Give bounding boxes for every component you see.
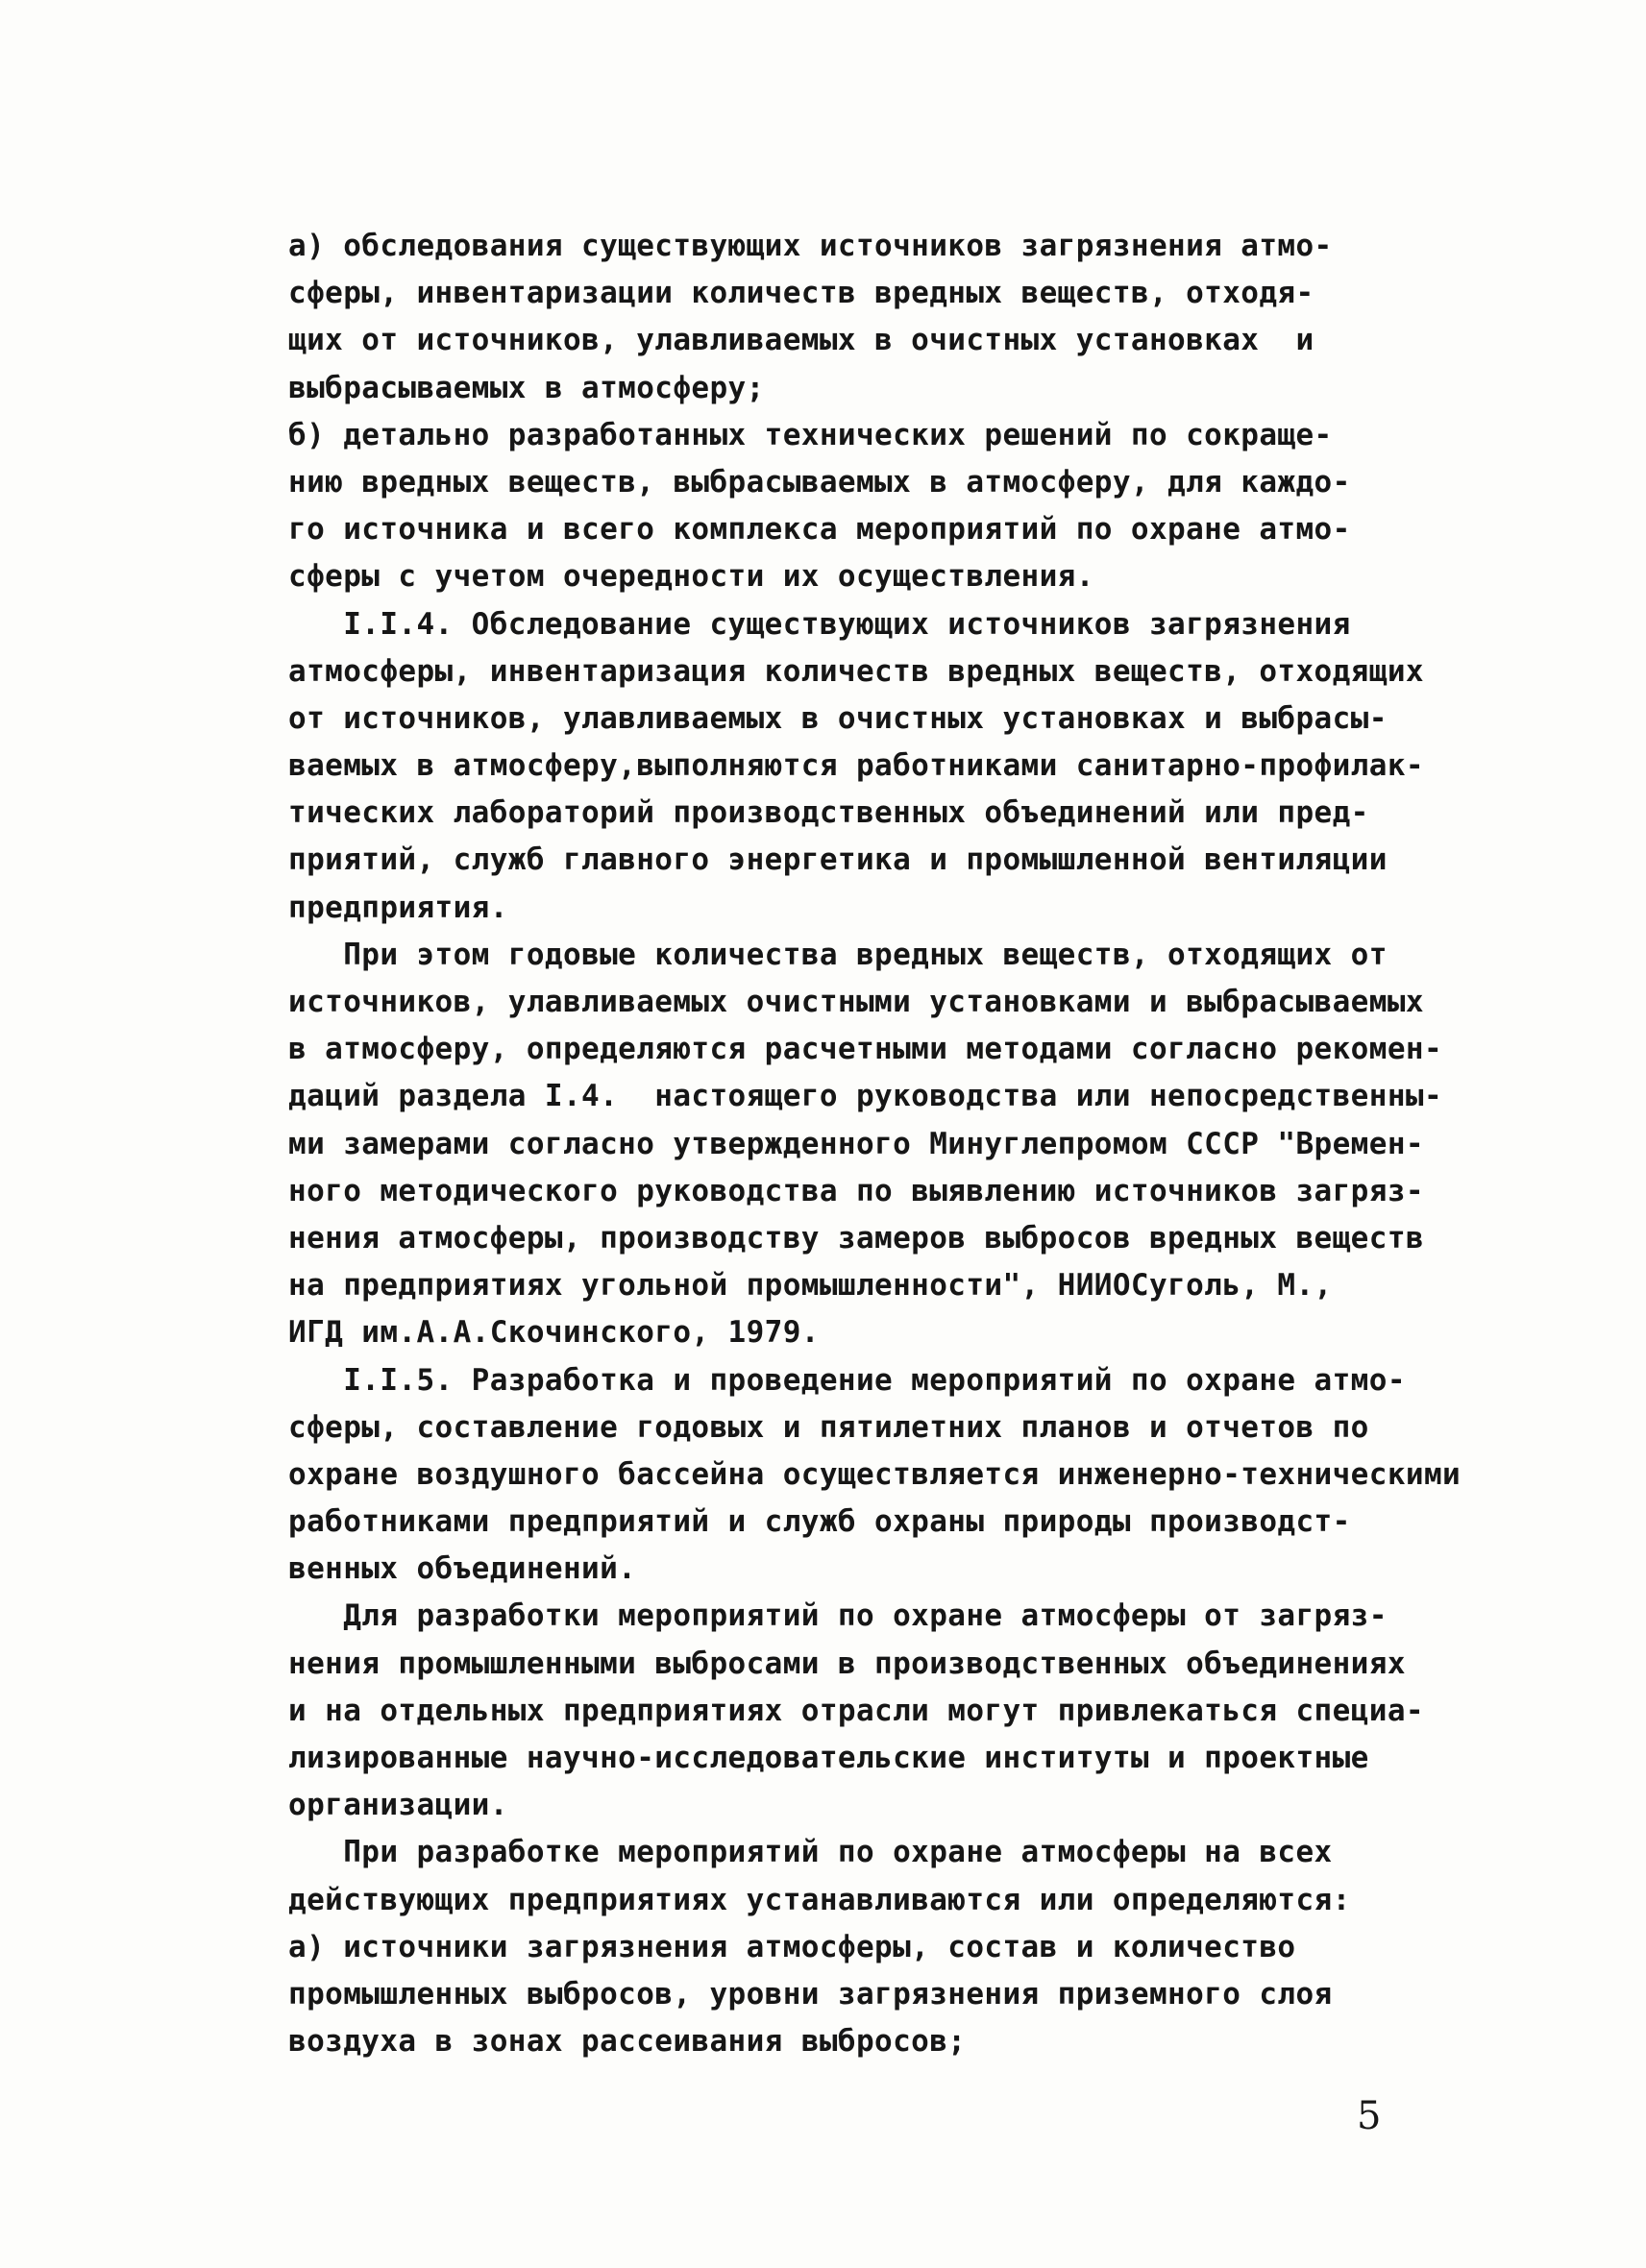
text-line: воздуха в зонах рассеивания выбросов;	[288, 2024, 967, 2060]
text-line: охране воздушного бассейна осуществляется инженерно-техническими	[288, 1456, 1462, 1492]
document-body	[288, 223, 1462, 2065]
page-number: 5	[1357, 2094, 1382, 2138]
text-line: ИГД им.А.А.Скочинского, 1979.	[288, 1315, 820, 1351]
text-line: ми замерами согласно утвержденного Минуглепромом СССР "Времен-	[288, 1126, 1424, 1161]
text-line: работниками предприятий и служб охраны природы производст-	[288, 1504, 1351, 1540]
text-line: б) детально разработанных технических решений по сокраще-	[288, 417, 1333, 452]
text-line: выбрасываемых в атмосферу;	[288, 370, 765, 405]
text-line: При разработке мероприятий по охране атмосферы на всех	[288, 1835, 1333, 1870]
text-line: в атмосферу, определяются расчетными методами согласно рекомен-	[288, 1032, 1443, 1067]
text-line: и на отдельных предприятиях отрасли могут привлекаться специа-	[288, 1693, 1424, 1728]
text-line: а) обследования существующих источников загрязнения атмо-	[288, 229, 1333, 263]
text-line: действующих предприятиях устанавливаются или определяются:	[288, 1882, 1351, 1917]
text-line: лизированные научно-исследовательские институты и проектные	[288, 1741, 1369, 1775]
text-line: При этом годовые количества вредных веществ, отходящих от	[288, 937, 1388, 972]
text-line: щих от источников, улавливаемых в очистных установках и	[288, 323, 1314, 358]
text-line: го источника и всего комплекса мероприятий по охране атмо-	[288, 512, 1351, 548]
text-line: даций раздела I.4. настоящего руководства или непосредственны-	[288, 1079, 1443, 1114]
text-line: сферы, инвентаризации количеств вредных веществ, отходя-	[288, 276, 1314, 311]
text-line: венных объединений.	[288, 1551, 637, 1587]
text-line: ваемых в атмосферу,выполняются работниками санитарно-профилак-	[288, 748, 1424, 784]
text-line: Для разработки мероприятий по охране атмосферы от загряз-	[288, 1598, 1388, 1634]
text-line: организации.	[288, 1788, 508, 1823]
text-line: нию вредных веществ, выбрасываемых в атмосферу, для каждо-	[288, 464, 1351, 500]
text-line: I.I.4. Обследование существующих источников загрязнения	[288, 606, 1351, 642]
text-line: источников, улавливаемых очистными установками и выбрасываемых	[288, 985, 1424, 1019]
text-line: промышленных выбросов, уровни загрязнения приземного слоя	[288, 1976, 1333, 2012]
text-line: атмосферы, инвентаризация количеств вредных веществ, отходящих	[288, 653, 1424, 689]
text-line: нения промышленными выбросами в производственных объединениях	[288, 1646, 1406, 1681]
text-line: I.I.5. Разработка и проведение мероприятий по охране атмо-	[288, 1362, 1406, 1398]
text-line: от источников, улавливаемых в очистных установках и выбрасы-	[288, 700, 1388, 736]
text-line: сферы с учетом очередности их осуществления.	[288, 559, 1094, 595]
text-line: предприятия.	[288, 890, 508, 925]
text-line: на предприятиях угольной промышленности", НИИОСуголь, М.,	[288, 1268, 1333, 1304]
text-line: а) источники загрязнения атмосферы, состав и количество	[288, 1929, 1296, 1964]
text-line: приятий, служб главного энергетика и промышленной вентиляции	[288, 842, 1388, 878]
text-line: тических лабораторий производственных объединений или пред-	[288, 795, 1369, 831]
text-line: нения атмосферы, производству замеров выбросов вредных веществ	[288, 1220, 1424, 1256]
text-line: сферы, составление годовых и пятилетних планов и отчетов по	[288, 1409, 1369, 1445]
text-line: ного методического руководства по выявлению источников загряз-	[288, 1173, 1424, 1208]
